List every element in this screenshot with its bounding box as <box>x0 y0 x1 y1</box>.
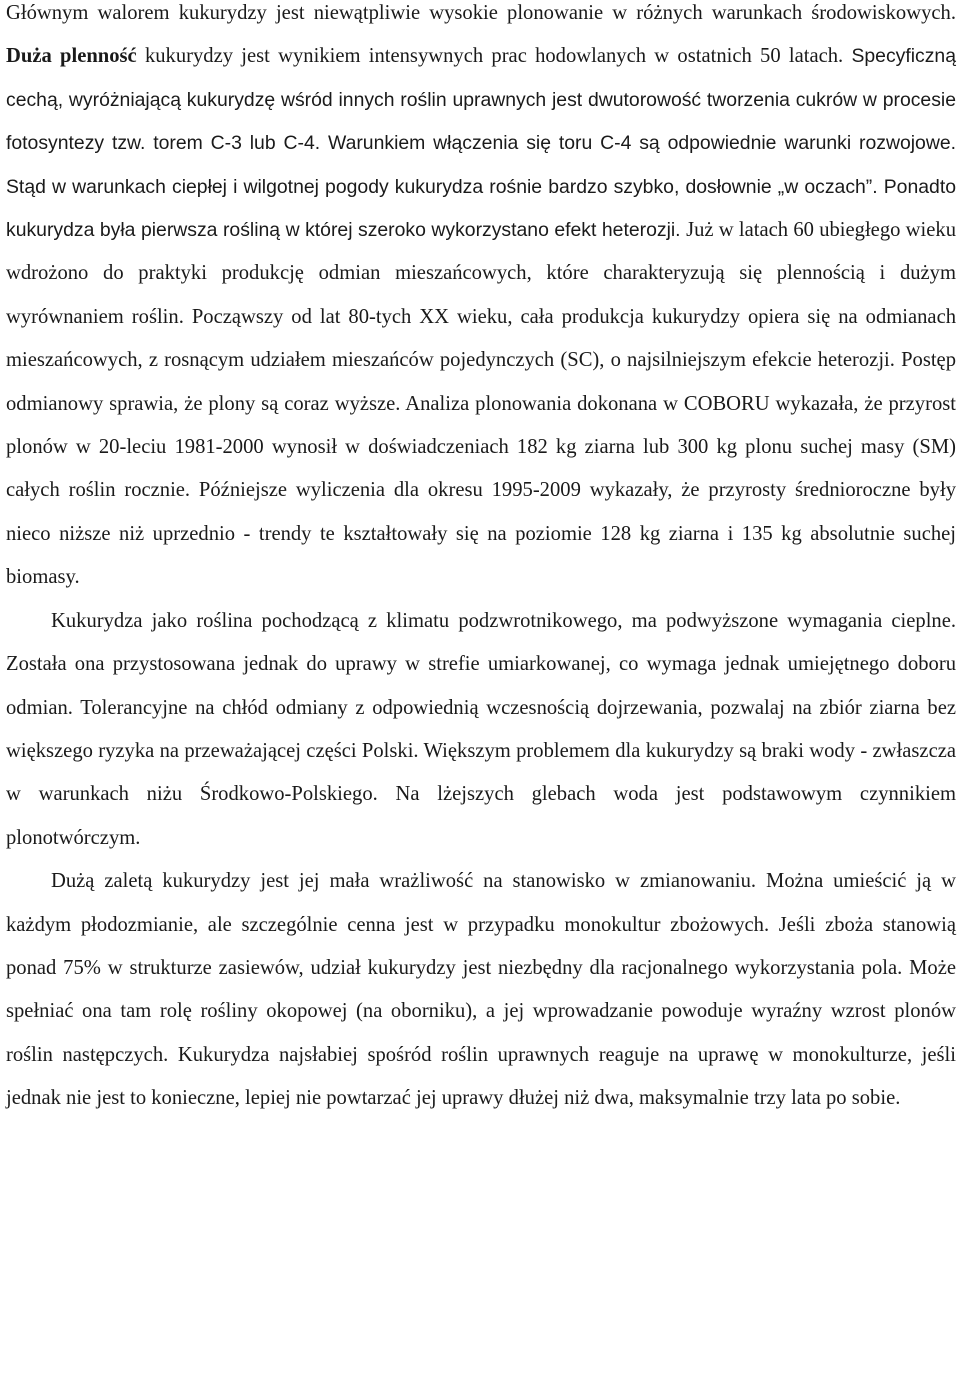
paragraph-1-sentence-3: Specyficzną cechą, wyróżniającą kukurydzę wśród innych roślin uprawnych jest dwutorowość tworzenia cukrów w procesie fotosyntezy tzw. torem C-3 lub C-4. Warunkiem włączenia się toru C-4 są odpowiednie warunki rozwojowe. Stąd w warunkach ciepłej i wilgotnej pogody kukurydza rośnie bardzo szybko, dosłownie „w oczach”. Ponadto kukurydza była pierwsza rośliną w której szeroko wykorzystano efekt heterozji. <box>6 45 956 242</box>
paragraph-1-sentence-6: Analiza plonowania dokonana w COBORU wykazała, że przyrost plonów w 20-leciu 1981-2000 wynosił w doświadczeniach 182 kg ziarna lub 300 kg plonu suchej masy (SM) całych roślin rocznie. Późniejsze wyliczenia dla okresu 1995-2009 wykazały, że przyrosty średnioroczne były nieco niższe niż uprzednio - trendy te kształtowały się na poziomie 128 kg ziarna i 135 kg absolutnie suchej biomasy. <box>6 392 956 589</box>
paragraph-1-bold-phrase: Duża plenność <box>6 45 137 68</box>
paragraph-1-sentence-4: Już w latach 60 ubiegłego wieku wdrożono do praktyki produkcję odmian mieszańcowych, które charakteryzują się plennością i dużym wyrównaniem roślin. <box>6 219 956 328</box>
paragraph-3: Dużą zaletą kukurydzy jest jej mała wrażliwość na stanowisko w zmianowaniu. Można umieścić ją w każdym płodozmianie, ale szczególnie cenna jest w przypadku monokultur zbożowych. Jeśli zboża stanowią ponad 75% w strukturze zasiewów, udział kukurydzy jest niezbędny dla racjonalnego wykorzystania pola. Może spełniać ona tam rolę rośliny okopowej (na oborniku), a jej wprowadzanie powoduje wyraźny wzrost plonów roślin następczych. Kukurydza najsłabiej spośród roślin uprawnych reaguje na uprawę w monokulturze, jeśli jednak nie jest to konieczne, lepiej nie powtarzać jej uprawy dłużej niż dwa, maksymalnie trzy lata po sobie. <box>6 870 956 1110</box>
paragraph-2: Kukurydza jako roślina pochodzącą z klimatu podzwrotnikowego, ma podwyższone wymagania cieplne. Została ona przystosowana jednak do uprawy w strefie umiarkowanej, co wymaga jednak umiejętnego doboru odmian. Tolerancyjne na chłód odmiany z odpowiednią wczesnością dojrzewania, pozwalaj na zbiór ziarna bez większego ryzyka na przeważającej części Polski. Większym problemem dla kukurydzy są braki wody - zwłaszcza w warunkach niżu Środkowo-Polskiego. Na lżejszych glebach woda jest podstawowym czynnikiem plonotwórczym. <box>6 609 956 849</box>
paragraph-1-sentence-2: kukurydzy jest wynikiem intensywnych prac hodowlanych w ostatnich 50 latach. <box>136 45 852 68</box>
paragraph-1-sentence-1: Głównym walorem kukurydzy jest niewątpliwie wysokie plonowanie w różnych warunkach środowiskowych. <box>6 2 956 24</box>
paragraph-1-sentence-5: Począwszy od lat 80-tych XX wieku, cała produkcja kukurydzy opiera się na odmianach mieszańcowych, z rosnącym udziałem mieszańców pojedynczych (SC), o najsilniejszym efekcie heterozji. Postęp odmianowy sprawia, że plony są coraz wyższe. <box>6 305 957 415</box>
paragraph-1 <box>6 0 956 600</box>
